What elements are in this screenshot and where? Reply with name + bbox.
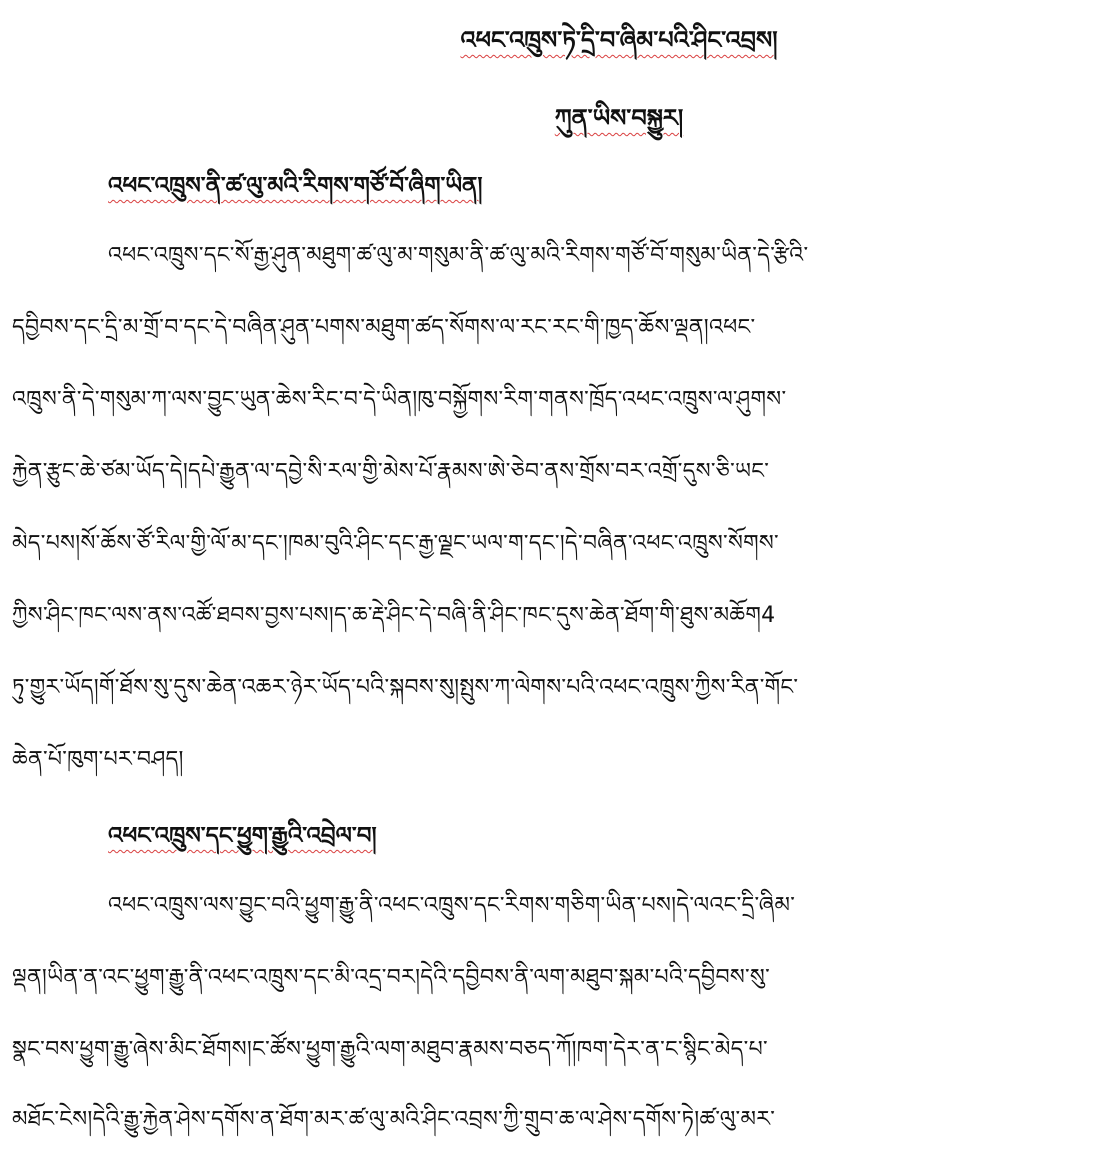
paragraph-line: ཀྱིས་ཤིང་ཁང་ལས་ནས་འཚོ་ཐབས་བྱས་པས།ད་ཆ་རྡེ་ཤིང་དེ་བཞི་ནི་ཤིང་ཁང་དུས་ཆེན་ཐོག་གི་ཐུས་མཆོག4 [12,603,776,628]
paragraph-line: ཆེན་པོ་ཁུག་པར་བཤད། [12,747,184,772]
paragraph-line: འཕང་འཁྲུས་ལས་བྱུང་བའི་ཕྱུག་རྒྱུ་ནི་འཕང་འཁྲུས་དང་རིགས་གཅིག་ཡིན་པས།དེ་ལའང་དྲི་ཞིམ་ [108,893,796,918]
paragraph-line: རྐྱེན་རྩུང་ཆེ་ཙམ་ཡོད་དེ།དཔེ་རྒྱུན་ལ་དབྱེ་སི་རལ་གྱི་མེས་པོ་རྣམས་ཨེ་ཅེབ་ནས་གྲོས་བར་འགྲོ་དུས་ཅི་ཡང་ [12,459,770,484]
paragraph-line: འཁྲུས་ནི་དེ་གསུམ་ཀ་ལས་བྱུང་ཡུན་ཆེས་རིང་བ་དེ་ཡིན།ཁུ་བསྐྱོགས་རིག་གནས་ཁྲོད་འཕང་འཁྲུས་ལ་ཤུགས་ [12,387,787,412]
section-heading-text: འཕང་འཁྲུས་དང་ཕྱུག་རྒྱུའི་འབྲེལ་བ། [108,823,377,849]
paragraph-line: སྣང་བས་ཕྱུག་རྒྱུ་ཞེས་མིང་ཐོགས།ང་ཚོས་ཕྱུག་རྒྱུའི་ལག་མཐུབ་རྣམས་བཅད་ཀོ།ཁག་དེར་ན་ང་སྙིང་མེད་པ་ [12,1037,768,1062]
document-subtitle-text: ཀུན་ཡིས་བསྐྱུར། [554,104,684,132]
document-title-text: འཕང་འཁྲུས་ཏེ་དྲི་བ་ཞིམ་པའི་ཤིང་འབྲས། [460,26,778,54]
section-heading-2 [108,816,1088,856]
paragraph-line: དབྱིབས་དང་དྲི་མ་གྲོ་བ་དང་དེ་བཞིན་ཤུན་པགས་མཐུག་ཚད་སོགས་ལ་རང་རང་གི་ཁྱད་ཆོས་ལྡན།འཕང་ [12,315,756,340]
paragraph-line: འཕང་འཁྲུས་དང་སོ་རྒྱ་ཤུན་མཐུག་ཚ་ལུ་མ་གསུམ་ནི་ཚ་ལུ་མའི་རིགས་གཙོ་བོ་གསུམ་ཡིན་དེ་རྩིའི་ [108,243,809,268]
section-heading-text: འཕང་འཁྲུས་ནི་ཚ་ལུ་མའི་རིགས་གཙོ་བོ་ཞིག་ཡིན། [108,173,483,199]
paragraph-line: ལྡན།ཡིན་ན་འང་ཕྱུག་རྒྱུ་ནི་འཕང་འཁྲུས་དང་མི་འདྲ་བར།དེའི་དབྱིབས་ནི་ལག་མཐུབ་སྐམ་པའི་དབྱིབས་སུ་ [12,965,771,990]
section-heading-1 [108,166,1088,206]
paragraph-line: མཐོང་ངེས།དེའི་རྒྱུ་རྐྱེན་ཤེས་དགོས་ན་ཐོག་མར་ཚ་ལུ་མའི་ཤིང་འབྲས་ཀྱི་གྲུབ་ཆ་ལ་ཤེས་དགོས་ཏེ།ཚ་ལུ་མར་ [12,1107,776,1132]
document-title [0,20,1108,60]
paragraph-line: མེད་པས།སོ་ཆོས་ཙོ་རིལ་གྱི་ལོ་མ་དང་།ཁམ་བུའི་ཤིང་དང་རྒྱ་ལྗང་ཡལ་ག་དང་།དེ་བཞིན་འཕང་འཁྲུས་སོགས་ [12,531,779,556]
paragraph-line: ཏུ་གྱུར་ཡོད།གོ་ཐོས་སུ་དུས་ཆེན་འཆར་ཉེར་ཡོད་པའི་སྐབས་སུ།སྤུས་ཀ་ལེགས་པའི་འཕང་འཁྲུས་ཀྱིས་རིན་གོང་ [12,675,799,700]
document-subtitle [0,98,1108,138]
